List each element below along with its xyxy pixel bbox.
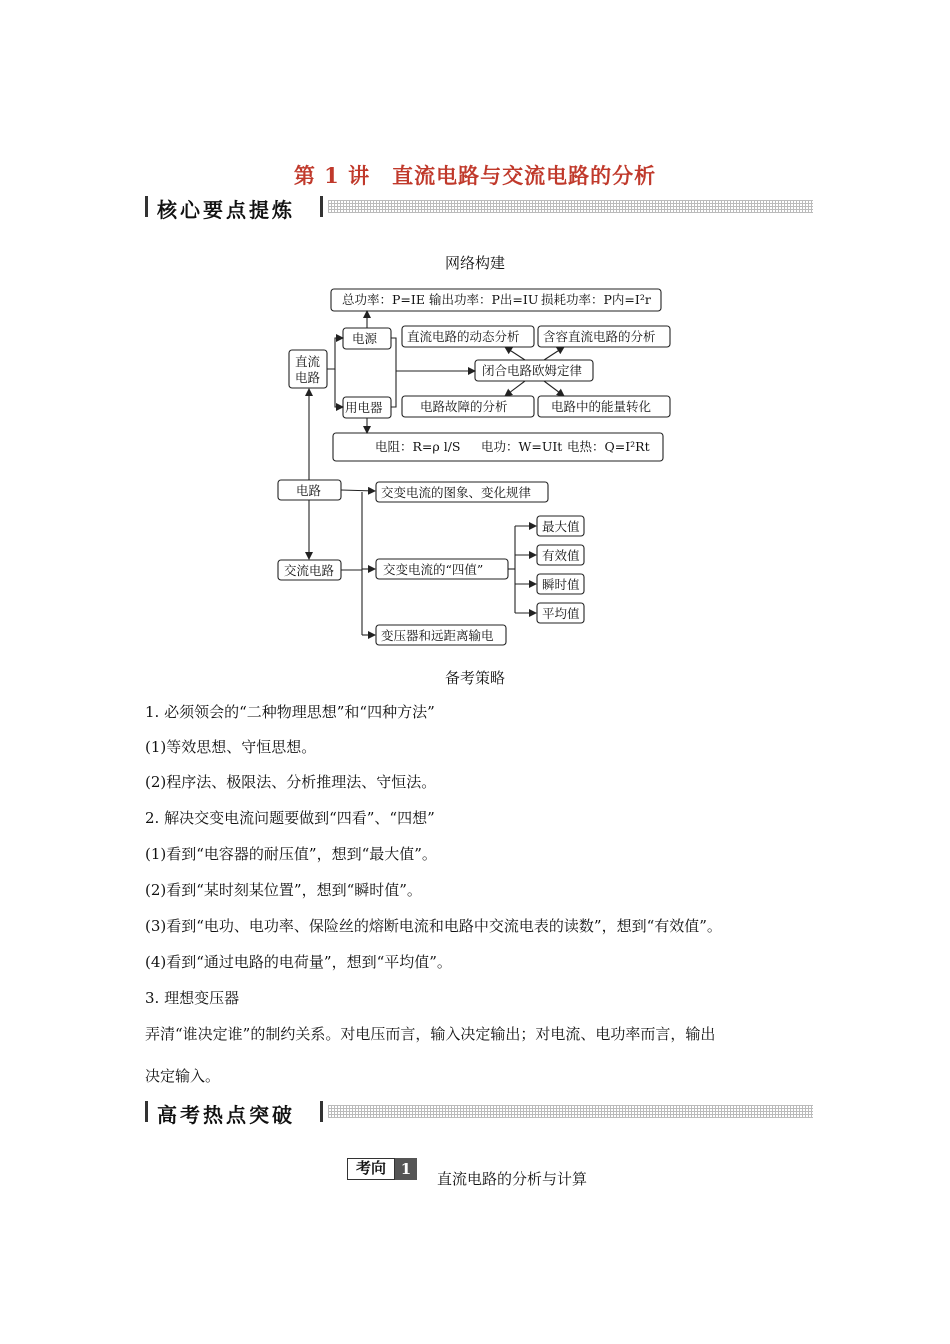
page-title: 第 1 讲 直流电路与交流电路的分析 xyxy=(293,163,657,188)
section-label: 核心要点提炼 xyxy=(157,198,295,222)
diagram-heading: 网络构建 xyxy=(444,254,505,272)
loss-power-formula: 损耗功率：P内=I²r xyxy=(541,292,651,307)
ac-graph-label: 交变电流的图象、变化规律 xyxy=(381,485,532,500)
strategy-line-3: (2)程序法、极限法、分析推理法、守恒法。 xyxy=(145,773,437,791)
heat-formula: 电热：Q=I²Rt xyxy=(567,439,650,454)
section-dots xyxy=(328,1105,813,1118)
total-power-formula: 总功率：P=IE xyxy=(342,292,425,307)
strategy-line-5: (1)看到“电容器的耐压值”，想到“最大值”。 xyxy=(145,845,437,863)
section-header-hot xyxy=(145,1099,813,1125)
direction-tag-label: 考向 xyxy=(347,1158,395,1180)
fault-analysis-label: 电路故障的分析 xyxy=(420,399,508,414)
direction-tag xyxy=(347,1158,417,1180)
appliance-label: 用电器 xyxy=(345,400,383,415)
source-label: 电源 xyxy=(352,331,378,346)
strategy-line-11: 决定输入。 xyxy=(145,1067,221,1085)
direction-tag-number: 1 xyxy=(395,1158,417,1180)
output-power-formula: 输出功率：P出=IU xyxy=(429,292,539,307)
circuit-label: 电路 xyxy=(296,483,322,498)
effective-value-label: 有效值 xyxy=(542,548,580,563)
ohm-law-label: 闭合电路欧姆定律 xyxy=(482,363,583,378)
ac-four-values-label: 交变电流的“四值” xyxy=(383,562,484,577)
strategy-line-2: (1)等效思想、守恒思想。 xyxy=(145,738,317,756)
section-bar-left xyxy=(145,1101,148,1122)
strategy-line-10: 弄清“谁决定谁”的制约关系。对电压而言，输入决定输出；对电流、电功率而言，输出 xyxy=(145,1025,716,1043)
transformer-label: 变压器和远距离输电 xyxy=(381,628,494,643)
section-label: 高考热点突破 xyxy=(157,1103,295,1127)
average-value-label: 平均值 xyxy=(542,606,580,621)
strategy-line-8: (4)看到“通过电路的电荷量”，想到“平均值”。 xyxy=(145,953,452,971)
strategy-line-9: 3. 理想变压器 xyxy=(145,989,240,1007)
strategy-line-7: (3)看到“电功、电功率、保险丝的熔断电流和电路中交流电表的读数”，想到“有效值”。 xyxy=(145,917,722,935)
dc-circuit-label-1: 直流 xyxy=(295,354,321,369)
section-bar-right xyxy=(320,1101,323,1122)
dc-circuit-label-2: 电路 xyxy=(295,370,321,385)
capacitor-analysis-label: 含容直流电路的分析 xyxy=(543,329,656,344)
instant-value-label: 瞬时值 xyxy=(542,577,580,592)
strategy-line-4: 2. 解决交变电流问题要做到“四看”、“四想” xyxy=(145,809,435,827)
strategy-line-6: (2)看到“某时刻某位置”，想到“瞬时值”。 xyxy=(145,881,422,899)
strategy-heading: 备考策略 xyxy=(444,669,505,687)
dynamic-analysis-label: 直流电路的动态分析 xyxy=(407,329,520,344)
ac-circuit-label: 交流电路 xyxy=(284,563,335,578)
energy-conversion-label: 电路中的能量转化 xyxy=(551,399,652,414)
work-formula: 电功：W=UIt xyxy=(481,439,563,454)
strategy-line-1: 1. 必须领会的“二种物理思想”和“四种方法” xyxy=(145,703,435,721)
max-value-label: 最大值 xyxy=(542,519,580,534)
direction-title: 直流电路的分析与计算 xyxy=(437,1170,588,1188)
resistance-formula: 电阻：R=ρ l/S xyxy=(375,439,461,454)
